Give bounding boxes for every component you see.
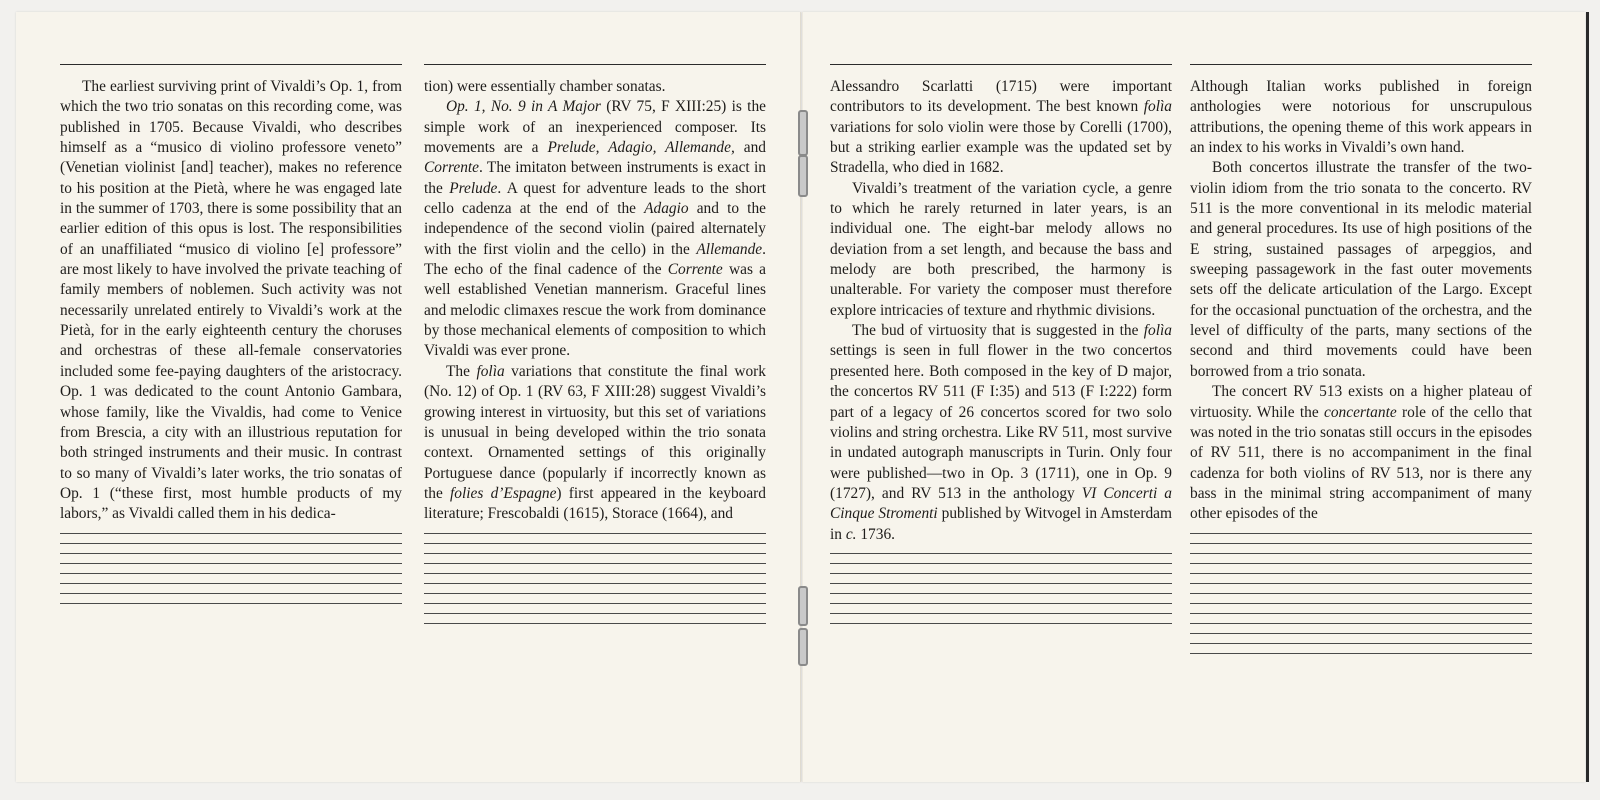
staple-top xyxy=(798,110,808,156)
text-run: (RV 75, F XIII:25) is the simple work of an inexperienced composer. Its movements are a xyxy=(424,98,766,157)
column-text xyxy=(424,65,766,525)
italic-text: VI Concerti a Cinque Stromenti xyxy=(830,484,1172,523)
italic-text: c. xyxy=(845,525,857,543)
rule-line xyxy=(1190,623,1532,633)
italic-text: Allemande xyxy=(696,240,763,258)
staple-bottom-lower xyxy=(798,628,808,666)
rule-line xyxy=(1190,553,1532,563)
rule-line xyxy=(1190,593,1532,603)
text-run: . The imitaton between instruments is exact in the xyxy=(424,159,766,197)
rule-line xyxy=(424,573,766,583)
rule-line xyxy=(424,613,766,623)
text-run: Both concertos illustrate the transfer of the two-violin idiom from the trio sonata to the concerto. RV 511 is the more conventional in its melodic material and general procedures. Its use of high positions of the E string, sustained passages of arpeggios, and sweeping passagework in the fast outer movements sets off the delicate articulation of the Largo. Except for the occasional punctuation of the orchestra, and the level of difficulty of the parts, many sections of the second and third movements could have been borrowed from a trio sonata. xyxy=(1190,159,1532,380)
rule-line xyxy=(1190,533,1532,543)
rule-line xyxy=(424,623,766,633)
rule-line xyxy=(1190,603,1532,613)
text-run: variations that constitute the final work (No. 12) of Op. 1 (RV 63, F XIII:28) suggest Vivaldi’s growing interest in virtuosity, but this set of variations is unusual in being developed within the trio sonata context. Ornamented settings of this originally Portuguese dance (popularly if incorrectly known as the xyxy=(424,362,766,502)
rule-line xyxy=(424,593,766,603)
rule-line xyxy=(1190,573,1532,583)
rule-line xyxy=(424,543,766,553)
italic-text: folìa xyxy=(476,362,505,380)
text-run: . The echo of the final cadence of the xyxy=(424,240,766,279)
text-run: Although Italian works published in foreign anthologies were notorious for unscrupulous attributions, the opening theme of this work appears in an index to his works in Vivaldi’s own hand. xyxy=(1190,78,1532,157)
text-run: The bud of virtuosity that is suggested in the xyxy=(852,322,1144,340)
italic-text: Corrente xyxy=(424,159,480,177)
text-column-4 xyxy=(1190,64,1532,663)
text-run: tion) were essentially chamber sonatas. xyxy=(424,78,666,95)
paragraph xyxy=(424,362,766,525)
text-run: The xyxy=(446,362,477,380)
ruled-lines xyxy=(60,533,402,613)
italic-text: folìa xyxy=(1143,322,1172,340)
text-column-3 xyxy=(830,64,1172,633)
ruled-lines xyxy=(1190,533,1532,663)
italic-text: Op. 1, No. 9 in A Major xyxy=(446,98,601,116)
paragraph xyxy=(60,77,402,525)
text-column-2 xyxy=(424,64,766,633)
rule-line xyxy=(60,533,402,543)
column-text xyxy=(1190,65,1532,525)
rule-line xyxy=(60,563,402,573)
text-run: The concert RV 513 exists on a higher plateau of virtuosity. While the xyxy=(1190,383,1532,421)
rule-line xyxy=(830,573,1172,583)
text-run: and to the independence of the second violin (paired alternately with the first violin and the cello) in the xyxy=(424,200,766,258)
italic-text: Prelude xyxy=(449,179,498,197)
text-run: ) first appeared in the keyboard literature; Frescobaldi (1615), Storace (1664), and xyxy=(424,484,767,523)
column-text xyxy=(830,65,1172,545)
italic-text: concertante xyxy=(1324,403,1397,421)
paragraph xyxy=(1190,158,1532,382)
paragraph xyxy=(1190,77,1532,158)
rule-line xyxy=(1190,633,1532,643)
rule-line xyxy=(60,603,402,613)
paragraph xyxy=(830,77,1172,179)
italic-text: Corrente xyxy=(667,261,723,279)
text-run: and xyxy=(734,139,766,157)
rule-line xyxy=(60,593,402,603)
rule-line xyxy=(1190,563,1532,573)
ruled-lines xyxy=(424,533,766,633)
paragraph xyxy=(830,321,1172,545)
text-run: published by Witvogel in Amsterdam in xyxy=(830,505,1172,543)
rule-line xyxy=(830,553,1172,563)
ruled-lines xyxy=(830,553,1172,633)
rule-line xyxy=(60,573,402,583)
rule-line xyxy=(1190,583,1532,593)
text-run: Alessandro Scarlatti (1715) were important contributors to its development. The best known xyxy=(830,78,1172,116)
italic-text: Adagio xyxy=(644,200,689,218)
staple-bottom xyxy=(798,586,808,626)
rule-line xyxy=(424,563,766,573)
text-column-1 xyxy=(60,64,402,613)
rule-line xyxy=(424,583,766,593)
rule-line xyxy=(830,593,1172,603)
rule-line xyxy=(830,583,1172,593)
text-run: Vivaldi’s treatment of the variation cycle, a genre to which he rarely returned in later years, is an individual one. The eight-bar melody allows no deviation from a set length, and because the bass and melody are both prescribed, the harmony is unalterable. For variety the composer must therefore explore intricacies of texture and rhythmic divisions. xyxy=(830,179,1172,319)
rule-line xyxy=(60,543,402,553)
italic-text: folìa xyxy=(1143,98,1172,116)
rule-line xyxy=(1190,613,1532,623)
rule-line xyxy=(830,623,1172,633)
rule-line xyxy=(60,553,402,563)
text-run: The earliest surviving print of Vivaldi’s Op. 1, from which the two trio sonatas on this recording come, was published in 1705. Because Vivaldi, who describes himself as a “musico di violino professore veneto” (Venetian violinist [and] teacher), makes no reference to his position at the Pietà, where he was engaged late in the summer of 1703, there is some possibility that an earlier edition of this opus is lost. The responsibilities of an unaffiliated “musico di violino [e] professore” are most likely to have involved the private teaching of family members of noblemen. Such activity was not necessarily unrelated entirely to Vivaldi’s work at the Pietà, for in the early eighteenth century the choruses and orchestras of these all-female conservatories included some fee-paying daughters of the aristocracy. Op. 1 was dedicated to the count Antonio Gambara, whose family, like the Vivaldis, had come to Venice from Brescia, a city with an illustrious reputation for both stringed instruments and their music. In contrast to so many of Vivaldi’s later works, the trio sonatas of Op. 1 (“these first, most humble products of my labors,” as Vivaldi called them in his dedica- xyxy=(60,78,402,523)
italic-text: folies d’Espagne xyxy=(450,484,557,502)
rule-line xyxy=(1190,643,1532,653)
text-run: . A quest for adventure leads to the short cello cadenza at the end of the xyxy=(424,179,766,218)
paragraph xyxy=(830,179,1172,321)
rule-line xyxy=(1190,653,1532,663)
text-run: settings is seen in full flower in the two concertos presented here. Both composed in the key of D major, the concertos RV 511 (F I:35) and 513 (F I:222) form part of a legacy of 26 concertos scored for two solo violins and string orchestra. Like RV 511, most survive in undated autograph manuscripts in Turin. Only four were published—two in Op. 3 (1711), one in Op. 9 (1727), and RV 513 in the anthology xyxy=(830,342,1172,502)
rule-line xyxy=(60,583,402,593)
paragraph xyxy=(424,97,766,361)
rule-line xyxy=(830,613,1172,623)
text-run: role of the cello that was noted in the trio sonatas still occurs in the episodes of RV 511, there is no accompaniment in the final cadenza for both violins of RV 513, nor is there any bass in the minimal string accompaniment of many other episodes of the xyxy=(1190,403,1532,523)
rule-line xyxy=(424,603,766,613)
italic-text: Prelude, Adagio, Allemande, xyxy=(547,139,735,157)
text-run: 1736. xyxy=(856,525,895,543)
text-run: variations for solo violin were those by Corelli (1700), but a striking earlier example was the updated set by Stradella, who died in 1682. xyxy=(830,118,1172,177)
rule-line xyxy=(424,553,766,563)
rule-line xyxy=(424,533,766,543)
rule-line xyxy=(830,563,1172,573)
rule-line xyxy=(1190,543,1532,553)
rule-line xyxy=(830,603,1172,613)
staple-top-lower xyxy=(798,155,808,197)
text-run: was a well established Venetian mannerism. Graceful lines and melodic climaxes rescue the work from dominance by those mechanical elements of composition to which Vivaldi was ever prone. xyxy=(424,261,766,360)
paragraph xyxy=(424,77,766,97)
column-text xyxy=(60,65,402,525)
paragraph xyxy=(1190,382,1532,524)
